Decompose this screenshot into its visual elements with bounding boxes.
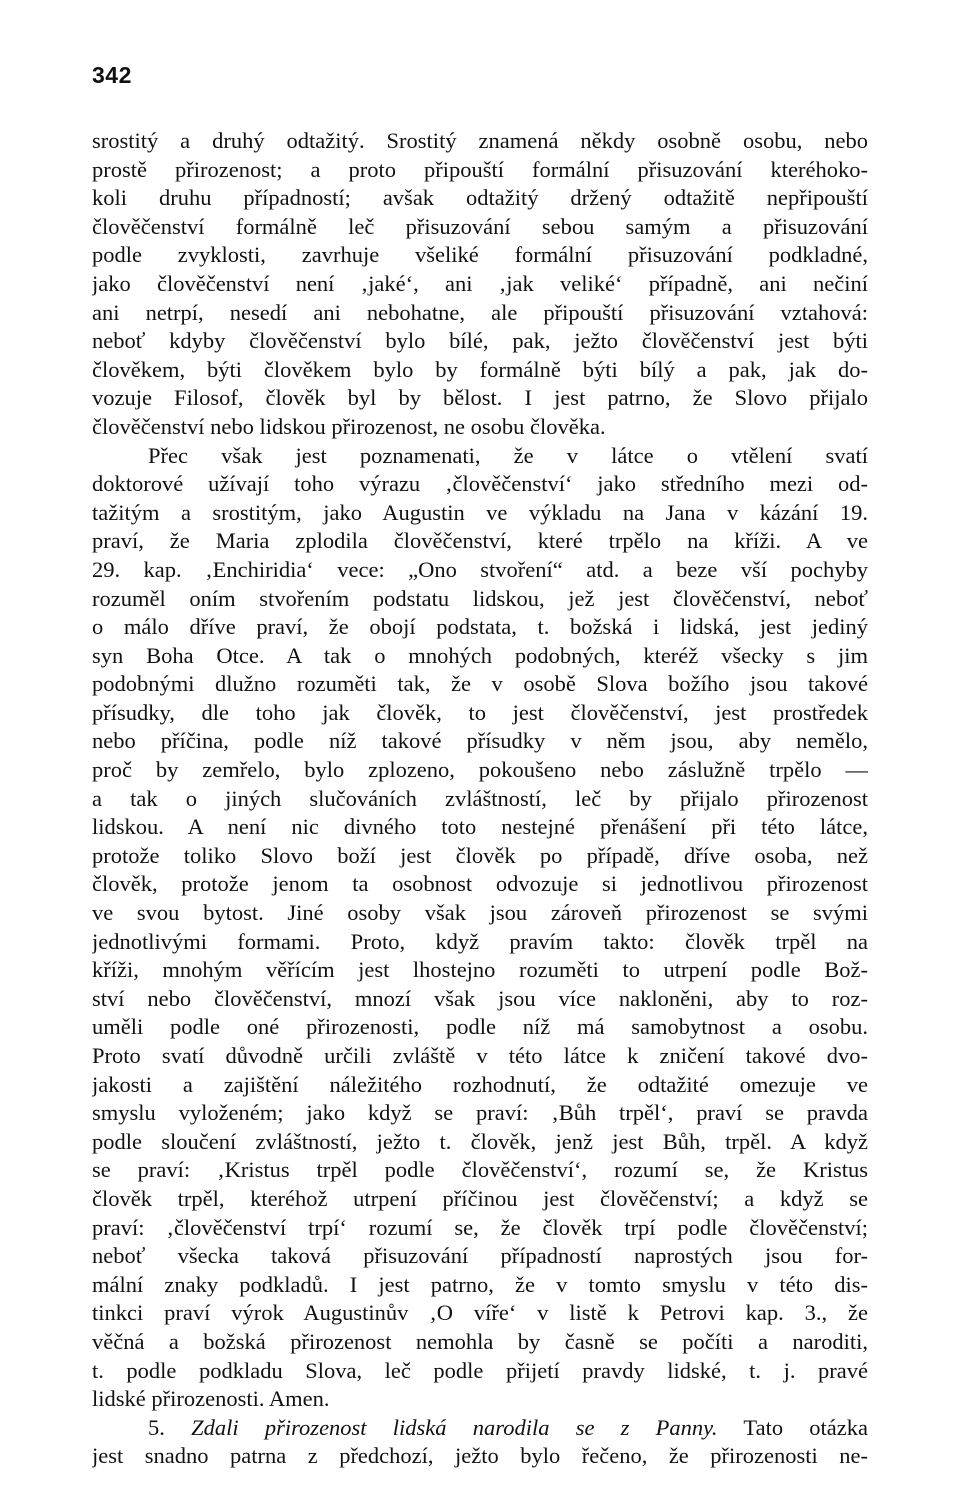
text-line: člověkem, býti člověkem bylo by formálně býti bílý a pak, jak do- <box>92 356 868 382</box>
text-line: lidské přirozenosti. Amen. <box>92 1386 330 1412</box>
text-line: Přec však jest poznamenati, že v látce o vtělení svatí <box>148 442 868 468</box>
section-text-start: Tato otázka <box>743 1414 868 1440</box>
page-number: 342 <box>92 62 132 88</box>
text-line: podobnými dlužno rozuměti tak, že v osobě Slova božího jsou takové <box>92 671 868 697</box>
text-line: jako člověčenství není ‚jaké‘, ani ‚jak veliké‘ případně, ani nečiní <box>92 270 868 296</box>
text-line: prostě přirozenost; a proto připouští formální přisuzování kteréhoko- <box>92 156 868 182</box>
text-line: jakosti a zajištění náležitého rozhodnutí, že odtažité omezuje ve <box>92 1071 868 1097</box>
text-line: o málo dříve praví, že obojí podstata, t. božská i lidská, jest jediný <box>92 614 868 640</box>
text-line: vozuje Filosof, člověk byl by bělost. I jest patrno, že Slovo přijalo <box>92 385 868 411</box>
text-line: lidskou. A není nic divného toto nestejné přenášení při této látce, <box>92 814 868 840</box>
text-line: člověčenství nebo lidskou přirozenost, ne osobu člověka. <box>92 413 606 439</box>
text-line: ani netrpí, nesedí ani nebohatne, ale připouští přisuzování vztahová: <box>92 299 868 325</box>
text-line: 29. kap. ‚Enchiridia‘ vece: „Ono stvoření“ atd. a beze vší pochyby <box>92 556 868 582</box>
text-line: jednotlivými formami. Proto, když pravím takto: člověk trpěl na <box>92 928 868 954</box>
text-line: člověčenství formálně leč přisuzování sebou samým a přisuzování <box>92 213 868 239</box>
text-line: kříži, mnohým věřícím jest lhostejno rozuměti to utrpení podle Bož- <box>92 957 868 983</box>
text-line: ství nebo člověčenství, mnozí však jsou více nakloněni, aby to roz- <box>92 985 868 1011</box>
text-line: tinkci praví výrok Augustinův ‚O víře‘ v listě k Petrovi kap. 3., že <box>92 1300 868 1326</box>
text-line: ve svou bytost. Jiné osoby však jsou zároveň přirozenost se svými <box>92 900 868 926</box>
text-line: praví, že Maria zplodila člověčenství, které trpělo na kříži. A ve <box>92 528 868 554</box>
text-line: jest snadno patrna z předchozí, ježto bylo řečeno, že přirozenosti ne- <box>92 1443 868 1469</box>
text-line: a tak o jiných slučováních zvláštností, leč by přijalo přirozenost <box>92 785 868 811</box>
text-line: uměli podle oné přirozenosti, podle níž má samobytnost a osobu. <box>92 1014 868 1040</box>
text-line: praví: ‚člověčenství trpí‘ rozumí se, že člověk trpí podle člověčenství; <box>92 1214 868 1240</box>
section-title: Zdali přirozenost lidská narodila se z Panny. <box>191 1414 718 1440</box>
text-line: smyslu vyloženém; jako když se praví: ‚Bůh trpěl‘, praví se pravda <box>92 1100 868 1126</box>
section-heading-line <box>92 1414 868 1443</box>
text-line: neboť všecka taková přisuzování případností naprostých jsou for- <box>92 1243 868 1269</box>
text-line: koli druhu případností; avšak odtažitý držený odtažitě nepřipouští <box>92 185 868 211</box>
text-line: t. podle podkladu Slova, leč podle přijetí pravdy lidské, t. j. pravé <box>92 1357 868 1383</box>
text-line: rozuměl oním stvořením podstatu lidskou, jež jest člověčenství, neboť <box>92 585 868 611</box>
text-line: mální znaky podkladů. I jest patrno, že v tomto smyslu v této dis- <box>92 1271 868 1297</box>
text-line: proč by zemřelo, bylo zplozeno, pokoušeno nebo záslužně trpělo — <box>92 757 868 783</box>
text-line: doktorové užívají toho výrazu ‚člověčenství‘ jako středního mezi od- <box>92 471 868 497</box>
text-line: syn Boha Otce. A tak o mnohých podobných, kteréž všecky s jim <box>92 642 868 668</box>
text-line: podle sloučení zvláštností, ježto t. člověk, jenž jest Bůh, trpěl. A když <box>92 1128 868 1154</box>
section-number: 5. <box>148 1414 165 1440</box>
text-line: člověk, protože jenom ta osobnost odvozuje si jednotlivou přirozenost <box>92 871 868 897</box>
text-line: srostitý a druhý odtažitý. Srostitý znamená někdy osobně osobu, nebo <box>92 128 868 153</box>
body-text <box>92 127 868 1471</box>
text-line: podle zvyklosti, zavrhuje všeliké formální přisuzování podkladné, <box>92 242 868 268</box>
text-line: protože toliko Slovo boží jest člověk po případě, dříve osoba, než <box>92 842 868 868</box>
text-line: nebo příčina, podle níž takové přísudky v něm jsou, aby nemělo, <box>92 728 868 754</box>
text-line: přísudky, dle toho jak člověk, to jest člověčenství, jest prostředek <box>92 699 868 725</box>
text-line: tažitým a srostitým, jako Augustin ve výkladu na Jana v kázání 19. <box>92 499 868 525</box>
text-line: člověk trpěl, kteréhož utrpení příčinou jest člověčenství; a když se <box>92 1185 868 1211</box>
text-line: se praví: ‚Kristus trpěl podle člověčenství‘, rozumí se, že Kristus <box>92 1157 868 1183</box>
text-line: neboť kdyby člověčenství bylo bílé, pak, ježto člověčenství jest býti <box>92 328 868 354</box>
text-line: Proto svatí důvodně určili zvláště v této látce k zničení takové dvo- <box>92 1043 868 1068</box>
text-line: věčná a božská přirozenost nemohla by časně se počíti a naroditi, <box>92 1328 868 1354</box>
